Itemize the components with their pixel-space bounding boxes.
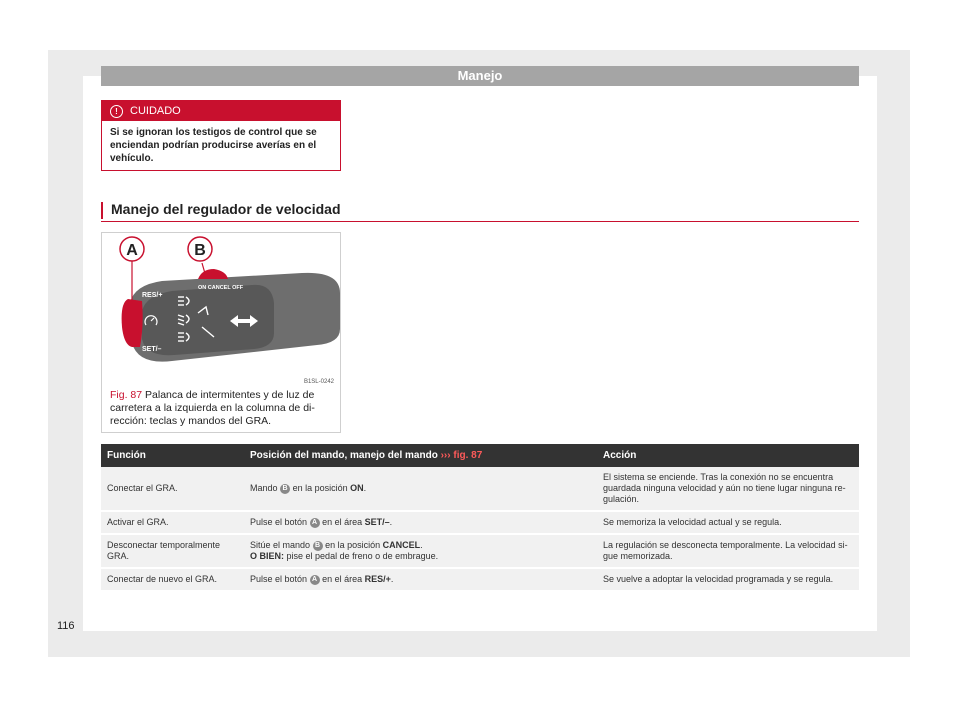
cell-posicion: Pulse el botón A en el área SET/–. [244, 511, 597, 534]
page-number: 116 [57, 620, 75, 632]
header-posicion [244, 444, 597, 467]
caution-box [101, 100, 341, 171]
caution-text: Si se ignoran los testigos de control que se enciendan podrían producirse averías en el vehículo. [110, 127, 317, 164]
position-key: RES/+ [364, 574, 391, 584]
cell-accion: El sistema se enciende. Tras la conexión no se encuentra guardada ninguna velocidad y aún no tiene lugar ninguna re-gulación. [597, 467, 859, 511]
lever-set-label: SET/– [142, 346, 162, 353]
lever-res-label: RES/+ [142, 292, 163, 299]
figure-caption [110, 389, 336, 428]
cell-posicion: Pulse el botón A en el área RES/+. [244, 568, 597, 591]
chapter-header: Manejo [101, 66, 859, 86]
caution-header [102, 101, 340, 121]
figure-caption-text: Palanca de intermitentes y de luz de carretera a la izquierda en la columna de di-rección: teclas y mandos del GRA. [110, 389, 315, 427]
cell-accion: Se memoriza la velocidad actual y se regula. [597, 511, 859, 534]
section-heading-text: Manejo del regulador de velocidad [111, 201, 341, 217]
figure-label-b: B [194, 242, 206, 259]
header-accion: Acción [597, 444, 859, 467]
section-heading-accent [101, 202, 103, 219]
header-funcion: Función [101, 444, 244, 467]
letter-badge: A [310, 518, 320, 528]
section-heading [101, 200, 859, 222]
letter-badge: B [280, 484, 290, 494]
cell-accion: Se vuelve a adoptar la velocidad programada y se regula. [597, 568, 859, 591]
cell-accion: La regulación se desconecta temporalmente. La velocidad si-gue memorizada. [597, 534, 859, 568]
cell-funcion: Activar el GRA. [101, 511, 244, 534]
table-row [101, 511, 859, 534]
figure-87 [101, 232, 341, 433]
position-key: CANCEL [382, 540, 421, 550]
switch-position-labels: ON CANCEL OFF [198, 285, 244, 291]
table-row [101, 467, 859, 511]
cell-funcion: Conectar el GRA. [101, 467, 244, 511]
cell-funcion: Conectar de nuevo el GRA. [101, 568, 244, 591]
header-posicion-text: Posición del mando, manejo del mando [250, 450, 438, 461]
header-fig-link[interactable]: fig. 87 [453, 450, 483, 461]
stalk-illustration [102, 233, 340, 389]
position-key: ON [350, 483, 364, 493]
figure-number: Fig. 87 [110, 389, 143, 401]
table-header-row [101, 444, 859, 467]
cell-posicion: Mando B en la posición ON. [244, 467, 597, 511]
header-arrows: ››› [440, 450, 451, 461]
figure-label-a: A [126, 242, 138, 259]
table-row [101, 534, 859, 568]
caution-label: CUIDADO [130, 105, 181, 117]
warning-circle-icon: ! [110, 105, 123, 118]
letter-badge: A [310, 575, 320, 585]
position-key: SET/– [364, 517, 390, 527]
cruise-control-table [101, 444, 859, 592]
cell-funcion: Desconectar temporalmente GRA. [101, 534, 244, 568]
table-row [101, 568, 859, 591]
cell-posicion: Sitúe el mando B en la posición CANCEL. O BIEN: pise el pedal de freno o de embrague. [244, 534, 597, 568]
image-code: B1SL-0242 [303, 379, 334, 385]
letter-badge: B [313, 541, 323, 551]
alternative-label: O BIEN: [250, 551, 285, 561]
